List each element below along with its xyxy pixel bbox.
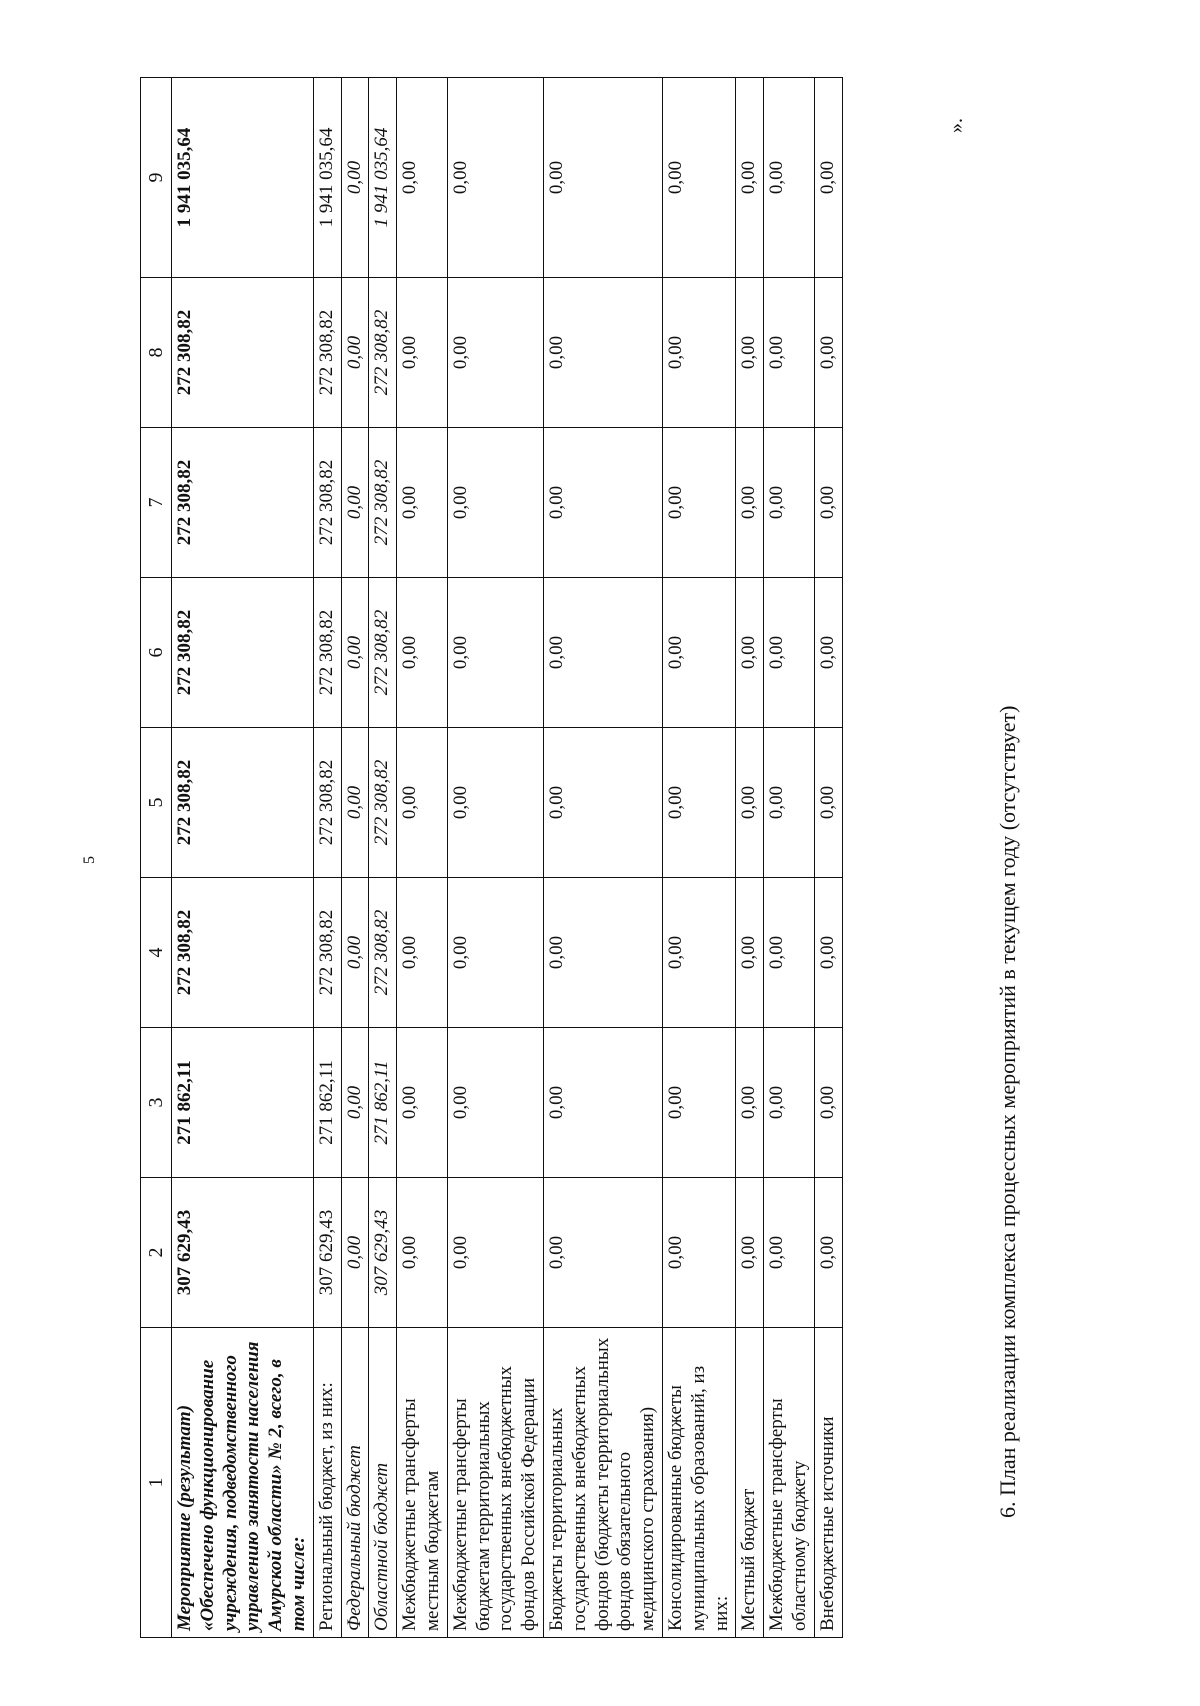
value-cell: 0,00 (543, 878, 662, 1028)
value-cell: 0,00 (543, 78, 662, 278)
value-cell: 0,00 (397, 78, 448, 278)
value-cell: 0,00 (543, 278, 662, 428)
value-cell: 0,00 (736, 728, 764, 878)
value-cell: 0,00 (397, 428, 448, 578)
value-cell: 0,00 (764, 878, 815, 1028)
value-cell: 272 308,82 (369, 428, 397, 578)
value-cell: 0,00 (341, 728, 369, 878)
row-label: Федеральный бюджет (341, 1328, 369, 1638)
value-cell: 0,00 (764, 728, 815, 878)
table-row (341, 78, 369, 1638)
value-cell: 272 308,82 (369, 278, 397, 428)
value-cell: 0,00 (662, 878, 735, 1028)
value-cell: 272 308,82 (313, 728, 341, 878)
value-cell: 0,00 (814, 278, 842, 428)
value-cell: 0,00 (447, 578, 543, 728)
value-cell: 0,00 (447, 78, 543, 278)
value-cell: 0,00 (736, 428, 764, 578)
row-label: Местный бюджет (736, 1328, 764, 1638)
table-row (814, 78, 842, 1638)
value-cell: 0,00 (341, 878, 369, 1028)
value-cell: 0,00 (764, 1028, 815, 1178)
table-body (172, 78, 843, 1638)
table-row (764, 78, 815, 1638)
column-header: 9 (141, 78, 172, 278)
value-cell: 272 308,82 (313, 278, 341, 428)
table-row (369, 78, 397, 1638)
value-cell: 0,00 (662, 1178, 735, 1328)
value-cell: 0,00 (736, 578, 764, 728)
value-cell: 307 629,43 (313, 1178, 341, 1328)
value-cell: 0,00 (341, 428, 369, 578)
value-cell: 0,00 (543, 428, 662, 578)
table-row (543, 78, 662, 1638)
column-header: 1 (141, 1328, 172, 1638)
value-cell: 0,00 (397, 878, 448, 1028)
budget-table (140, 77, 843, 1638)
column-header: 3 (141, 1028, 172, 1178)
row-label: Межбюджетные трансферты областному бюджету (764, 1328, 815, 1638)
value-cell: 0,00 (764, 78, 815, 278)
value-cell: 272 308,82 (313, 878, 341, 1028)
row-label: Консолидированные бюджеты муниципальных образований, из них: (662, 1328, 735, 1638)
value-cell: 0,00 (662, 578, 735, 728)
rotated-content (140, 78, 1040, 1638)
value-cell: 0,00 (662, 428, 735, 578)
value-cell: 1 941 035,64 (172, 78, 314, 278)
value-cell: 0,00 (447, 278, 543, 428)
value-cell: 0,00 (814, 78, 842, 278)
column-header: 8 (141, 278, 172, 428)
row-label: Бюджеты территориальных государственных внебюджетных фондов (бюджеты территориальных фондов обязательного медицинского страхования) (543, 1328, 662, 1638)
value-cell: 307 629,43 (172, 1178, 314, 1328)
table-row (397, 78, 448, 1638)
closing-quote: ». (945, 118, 967, 133)
value-cell: 0,00 (662, 78, 735, 278)
value-cell: 271 862,11 (369, 1028, 397, 1178)
value-cell: 0,00 (447, 428, 543, 578)
value-cell: 0,00 (341, 278, 369, 428)
value-cell: 0,00 (397, 578, 448, 728)
value-cell: 0,00 (814, 428, 842, 578)
value-cell: 272 308,82 (172, 278, 314, 428)
value-cell: 0,00 (341, 1028, 369, 1178)
value-cell: 0,00 (736, 78, 764, 278)
value-cell: 0,00 (447, 728, 543, 878)
value-cell: 0,00 (736, 1028, 764, 1178)
table-row (172, 78, 314, 1638)
value-cell: 307 629,43 (369, 1178, 397, 1328)
value-cell: 271 862,11 (313, 1028, 341, 1178)
value-cell: 272 308,82 (369, 728, 397, 878)
value-cell: 0,00 (341, 78, 369, 278)
value-cell: 0,00 (662, 278, 735, 428)
row-label: Региональный бюджет, из них: (313, 1328, 341, 1638)
value-cell: 0,00 (447, 1178, 543, 1328)
value-cell: 0,00 (814, 578, 842, 728)
value-cell: 0,00 (662, 1028, 735, 1178)
value-cell: 0,00 (341, 578, 369, 728)
table-row (662, 78, 735, 1638)
value-cell: 0,00 (814, 1028, 842, 1178)
value-cell: 1 941 035,64 (369, 78, 397, 278)
section-title: 6. План реализации комплекса процессных мероприятий в текущем году (отсутствует) (995, 705, 1020, 1518)
value-cell: 0,00 (814, 1178, 842, 1328)
table-row (447, 78, 543, 1638)
value-cell: 0,00 (397, 728, 448, 878)
value-cell: 0,00 (397, 278, 448, 428)
value-cell: 272 308,82 (172, 428, 314, 578)
value-cell: 0,00 (447, 1028, 543, 1178)
value-cell: 272 308,82 (313, 578, 341, 728)
value-cell: 0,00 (764, 428, 815, 578)
value-cell: 272 308,82 (172, 578, 314, 728)
value-cell: 0,00 (447, 878, 543, 1028)
value-cell: 0,00 (736, 278, 764, 428)
value-cell: 0,00 (814, 878, 842, 1028)
value-cell: 1 941 035,64 (313, 78, 341, 278)
row-label: Межбюджетные трансферты бюджетам территориальных государственных внебюджетных фондов Российской Федерации (447, 1328, 543, 1638)
column-header: 4 (141, 878, 172, 1028)
value-cell: 272 308,82 (172, 878, 314, 1028)
column-header: 7 (141, 428, 172, 578)
row-label: Областной бюджет (369, 1328, 397, 1638)
value-cell: 0,00 (543, 578, 662, 728)
page-number: 5 (81, 856, 98, 864)
table-row (736, 78, 764, 1638)
value-cell: 0,00 (736, 878, 764, 1028)
column-header: 2 (141, 1178, 172, 1328)
value-cell: 0,00 (543, 1178, 662, 1328)
column-header: 5 (141, 728, 172, 878)
value-cell: 272 308,82 (313, 428, 341, 578)
row-label: Мероприятие (результат) «Обеспечено функционирование учреждения, подведомственного управлению занятости населения Амурской области» № 2, всего, в том числе: (172, 1328, 314, 1638)
value-cell: 272 308,82 (369, 578, 397, 728)
value-cell: 0,00 (397, 1178, 448, 1328)
value-cell: 0,00 (543, 1028, 662, 1178)
value-cell: 0,00 (662, 728, 735, 878)
value-cell: 0,00 (764, 278, 815, 428)
value-cell: 0,00 (764, 578, 815, 728)
value-cell: 272 308,82 (172, 728, 314, 878)
value-cell: 0,00 (736, 1178, 764, 1328)
table-row (313, 78, 341, 1638)
value-cell: 0,00 (764, 1178, 815, 1328)
value-cell: 0,00 (341, 1178, 369, 1328)
value-cell: 271 862,11 (172, 1028, 314, 1178)
value-cell: 0,00 (397, 1028, 448, 1178)
header-row (141, 78, 172, 1638)
column-header: 6 (141, 578, 172, 728)
value-cell: 0,00 (814, 728, 842, 878)
value-cell: 272 308,82 (369, 878, 397, 1028)
row-label: Внебюджетные источники (814, 1328, 842, 1638)
value-cell: 0,00 (543, 728, 662, 878)
row-label: Межбюджетные трансферты местным бюджетам (397, 1328, 448, 1638)
